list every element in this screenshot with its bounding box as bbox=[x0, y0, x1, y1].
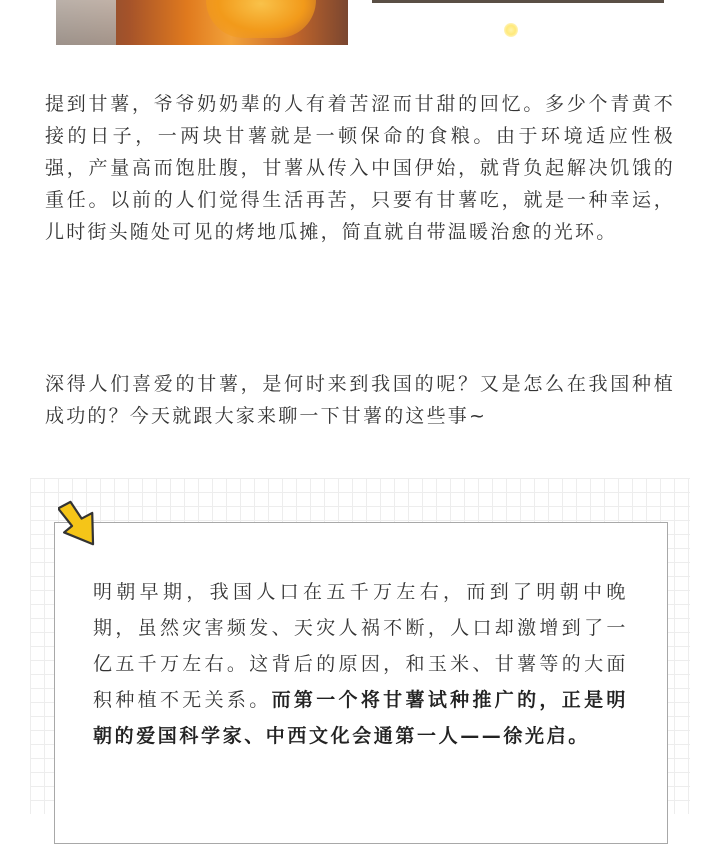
sweet-potato-photo bbox=[56, 0, 348, 45]
callout-text-normal: 明朝早期，我国人口在五千万左右，而到了明朝中晚期，虽然灾害频发、天灾人祸不断，人口却激增到了一亿五千万左右。这背后的原因，和玉米、甘薯等的大面积种植不无关系。 bbox=[93, 581, 628, 711]
question-paragraph: 深得人们喜爱的甘薯，是何时来到我国的呢？又是怎么在我国种植成功的？今天就跟大家来聊一下甘薯的这些事~ bbox=[45, 373, 675, 427]
article-photo bbox=[372, 0, 664, 3]
sparkle-decoration bbox=[504, 23, 518, 37]
arrow-pointer-icon bbox=[58, 498, 102, 550]
intro-paragraph: 提到甘薯，爷爷奶奶辈的人有着苦涩而甘甜的回忆。多少个青黄不接的日子，一两块甘薯就是一顿保命的食粮。由于环境适应性极强，产量高而饱肚腹，甘薯从传入中国伊始，就背负起解决饥饿的重任。以前的人们觉得生活再苦，只要有甘薯吃，就是一种幸运，儿时街头随处可见的烤地瓜摊，简直就自带温暖治愈的光环。 bbox=[45, 93, 675, 243]
callout-text bbox=[93, 574, 628, 754]
callout-text-bold: 而第一个将甘薯试种推广的，正是明朝的爱国科学家、中西文化会通第一人——徐光启。 bbox=[93, 689, 628, 747]
